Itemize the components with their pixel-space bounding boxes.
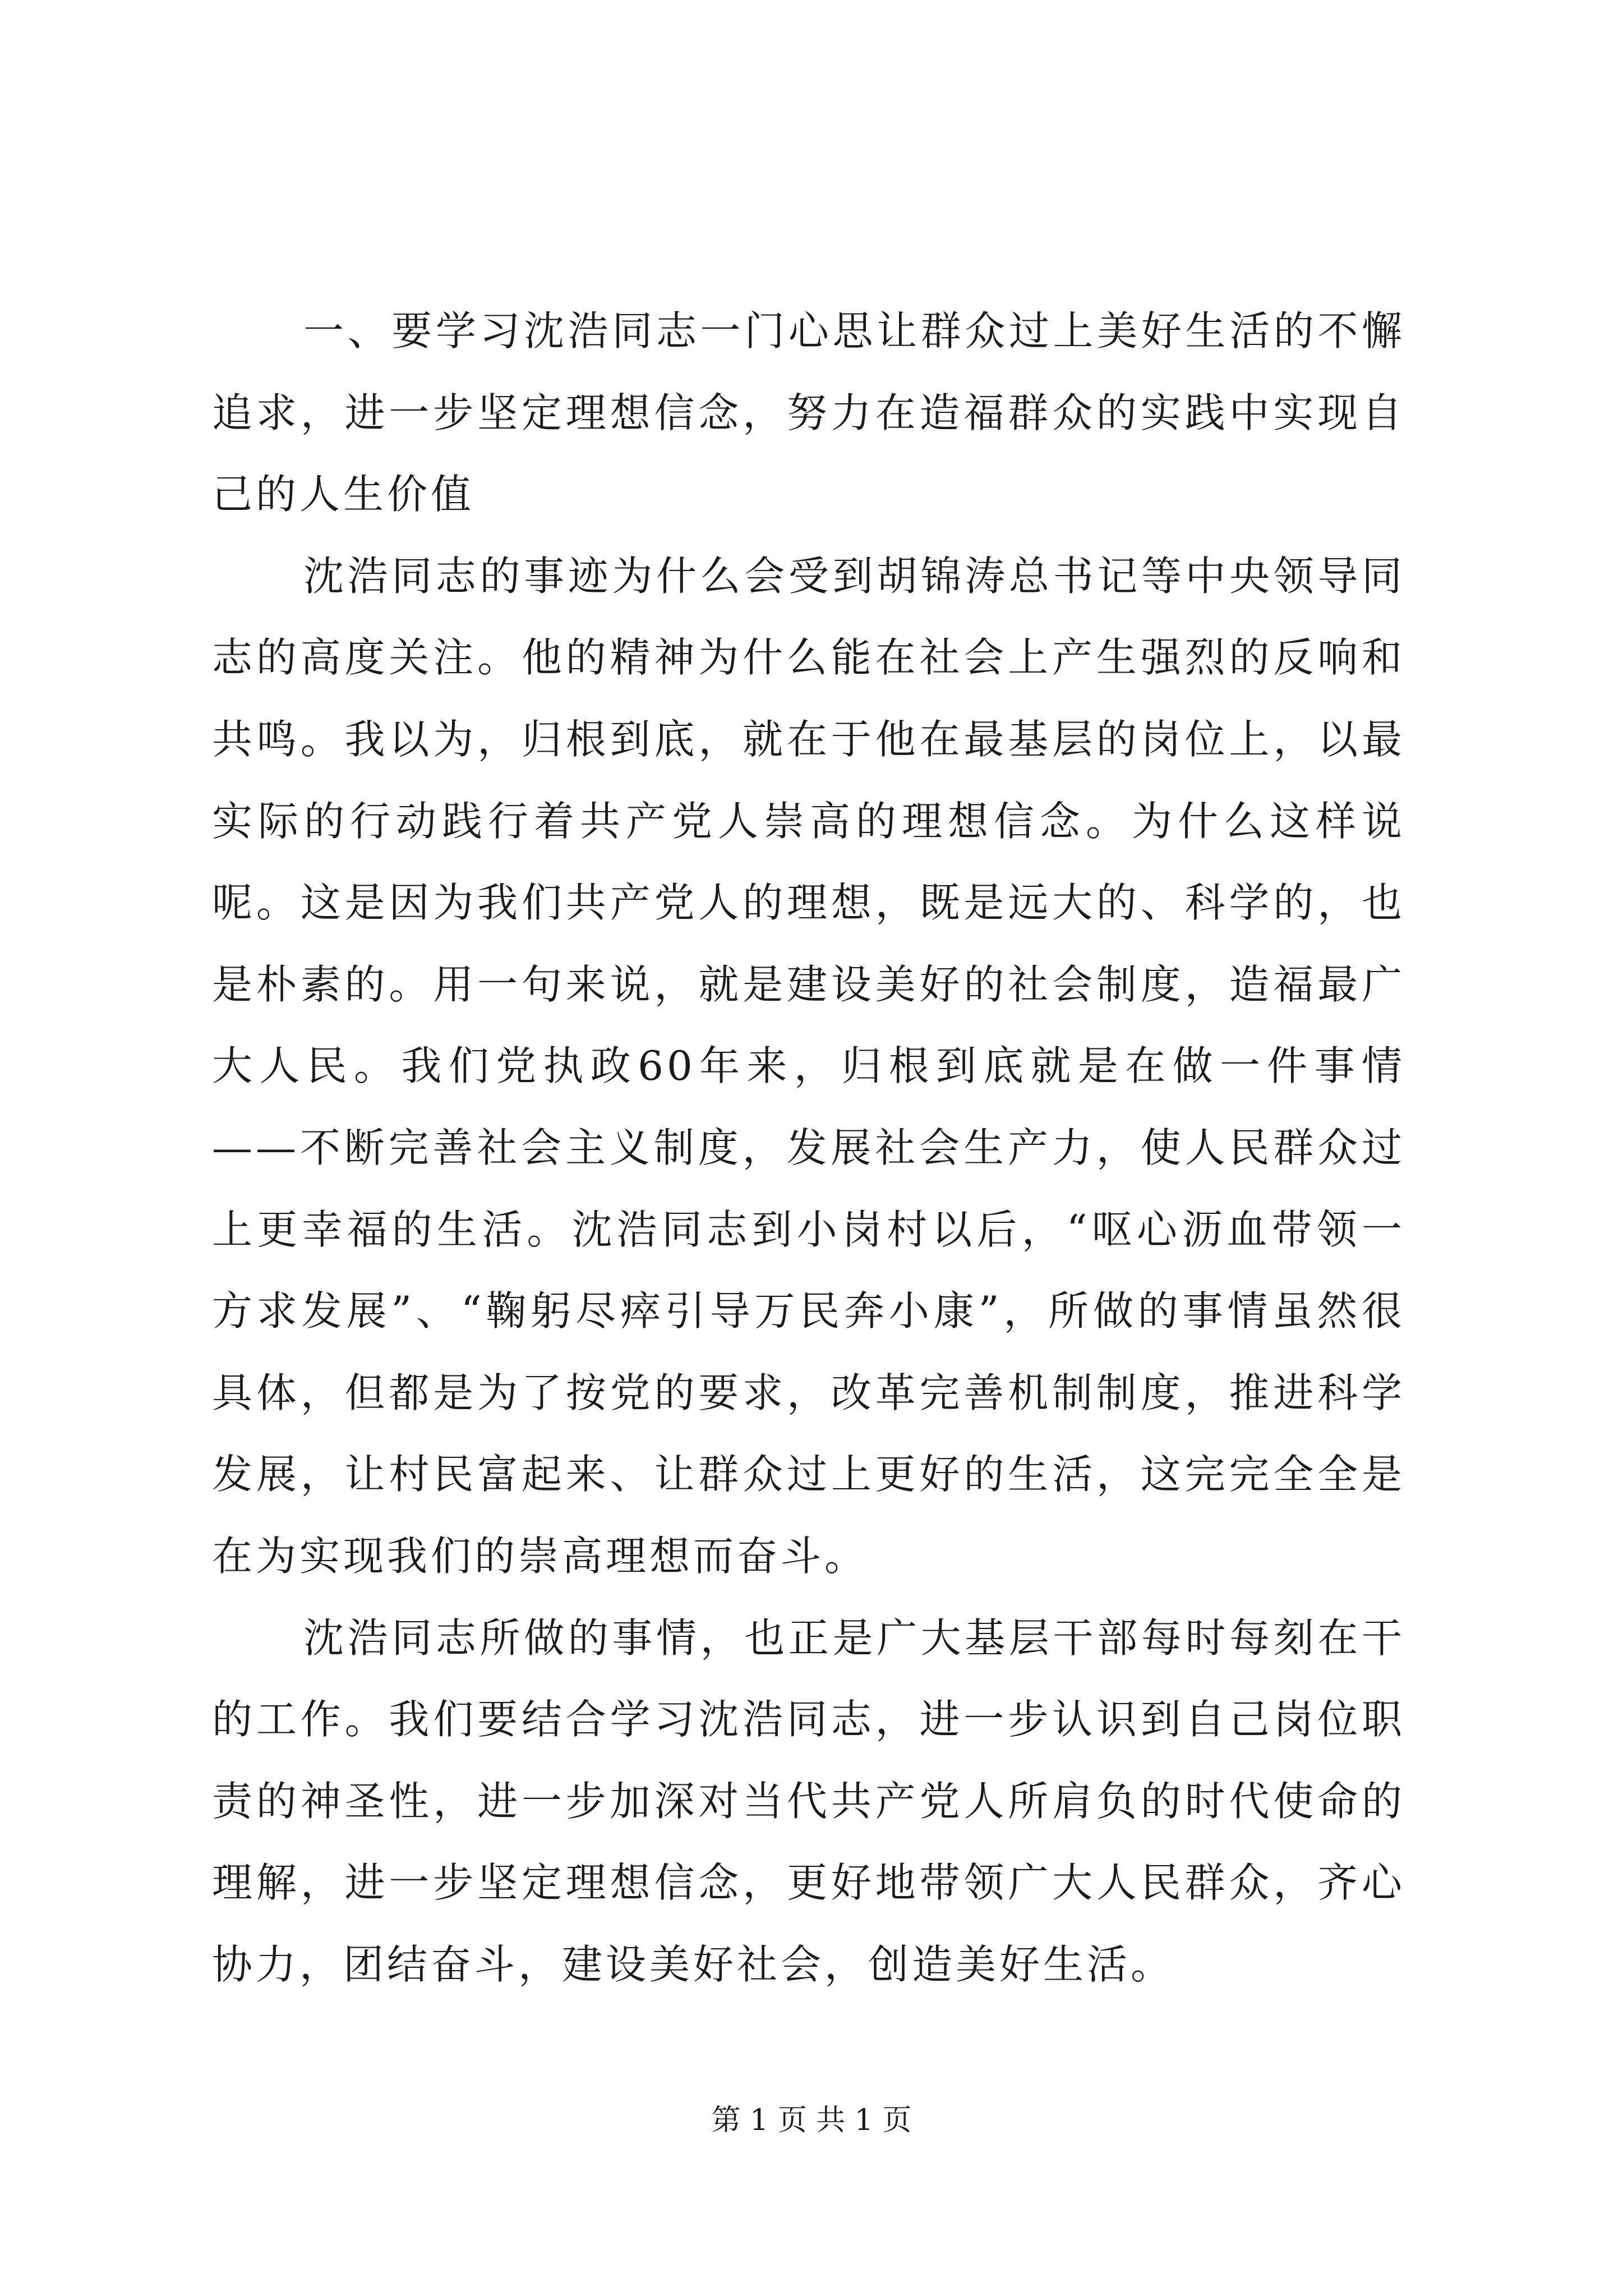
page-footer: 第 1 页 共 1 页	[711, 2104, 912, 2137]
document-body	[212, 291, 1405, 2005]
body-paragraph: 沈浩同志所做的事情，也正是广大基层干部每时每刻在干的工作。我们要结合学习沈浩同志，进一步认识到自己岗位职责的神圣性，进一步加深对当代共产党人所肩负的时代使命的理解，进一步坚定理想信念，更好地带领广大人民群众，齐心协力，团结奋斗，建设美好社会，创造美好生活。	[212, 1614, 1405, 1988]
section-heading-paragraph: 一、要学习沈浩同志一门心思让群众过上美好生活的不懈追求，进一步坚定理想信念，努力在造福群众的实践中实现自己的人生价值	[212, 307, 1405, 518]
body-paragraph: 沈浩同志的事迹为什么会受到胡锦涛总书记等中央领导同志的高度关注。他的精神为什么能在社会上产生强烈的反响和共鸣。我以为，归根到底，就在于他在最基层的岗位上，以最实际的行动践行着共产党人崇高的理想信念。为什么这样说呢。这是因为我们共产党人的理想，既是远大的、科学的，也是朴素的。用一句来说，就是建设美好的社会制度，造福最广大人民。我们党执政60年来，归根到底就是在做一件事情——不断完善社会主义制度，发展社会生产力，使人民群众过上更幸福的生活。沈浩同志到小岗村以后，“呕心沥血带领一方求发展”、“鞠躬尽瘁引导万民奔小康”，所做的事情虽然很具体，但都是为了按党的要求，改革完善机制制度，推进科学发展，让村民富起来、让群众过上更好的生活，这完完全全是在为实现我们的崇高理想而奋斗。	[212, 552, 1405, 1580]
